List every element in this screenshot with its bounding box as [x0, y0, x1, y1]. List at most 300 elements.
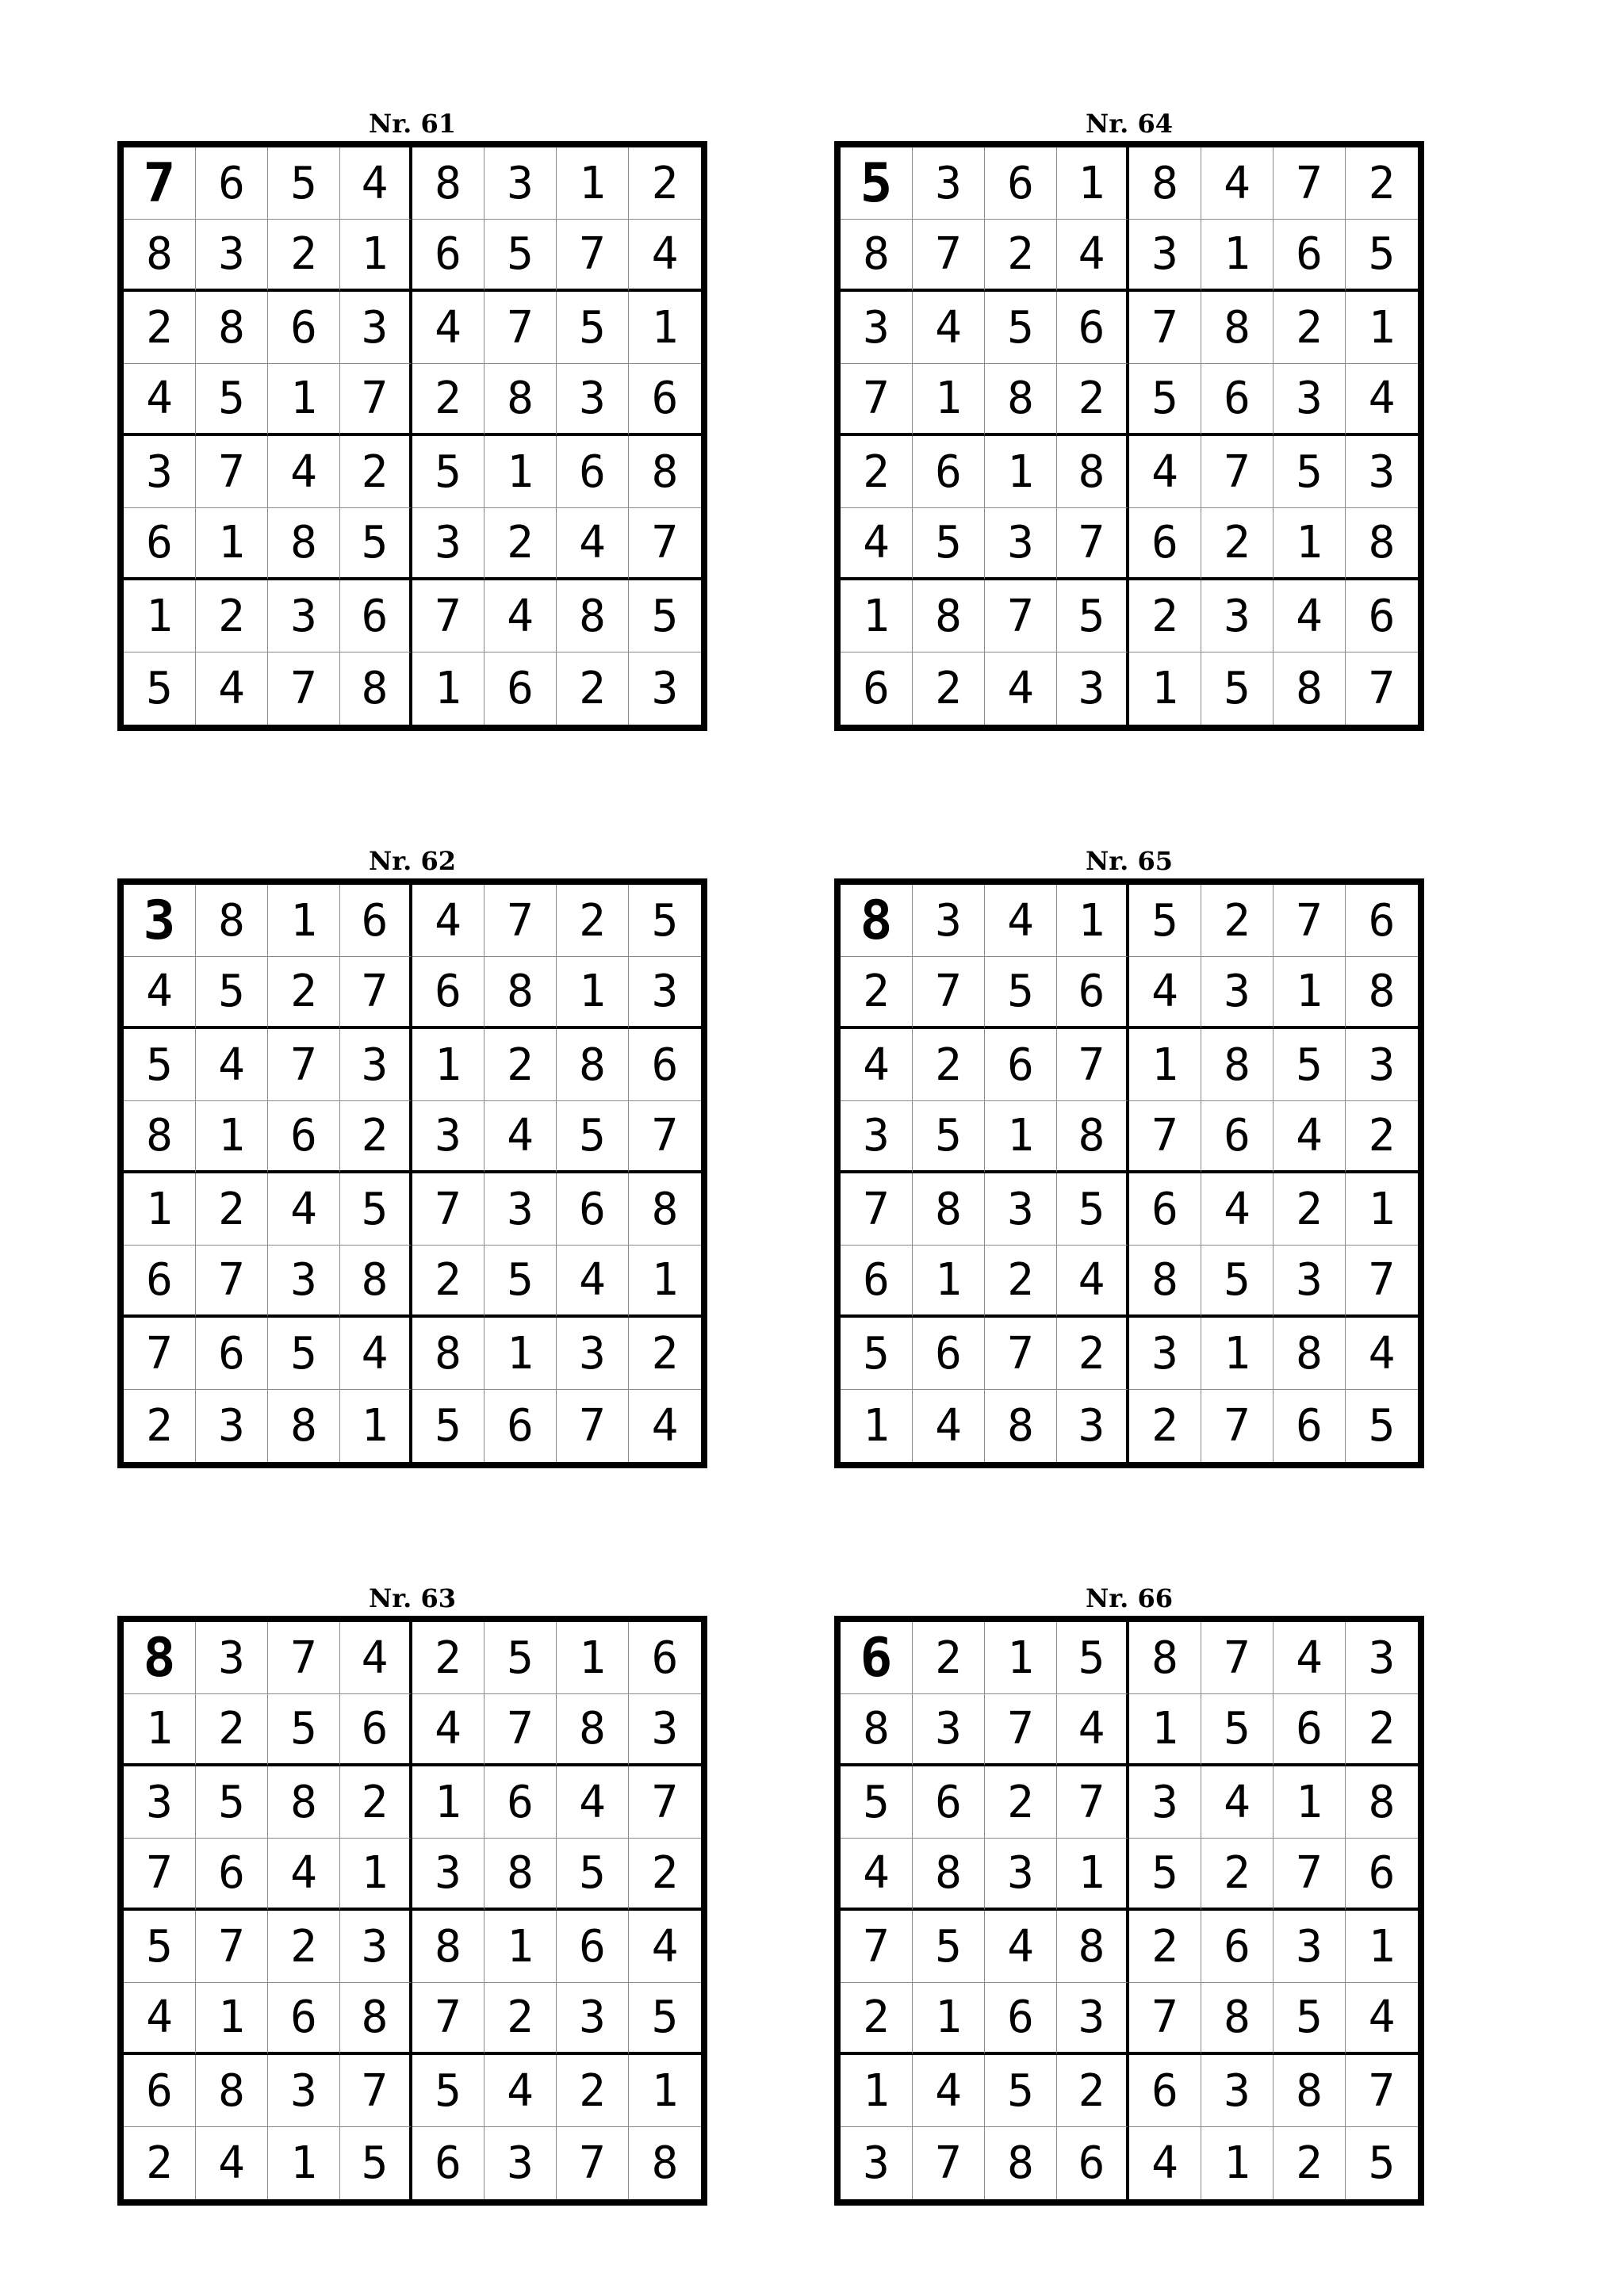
grid-cell: 6: [196, 1839, 268, 1911]
grid-cell: 5: [268, 1318, 340, 1390]
grid-cell: 4: [557, 1766, 629, 1839]
grid-cell: 4: [1346, 364, 1418, 436]
grid-cell: 8: [196, 2055, 268, 2127]
grid-cell: 6: [985, 1983, 1057, 2055]
grid-cell: 8: [1346, 508, 1418, 580]
grid-cell: 7: [557, 1390, 629, 1462]
grid-cell: 3: [485, 147, 557, 220]
grid-cell: 1: [629, 292, 701, 364]
grid-cell: 3: [557, 364, 629, 436]
grid-cell: 1: [340, 220, 412, 292]
grid-cell: 4: [196, 652, 268, 725]
grid-cell: 1: [913, 1983, 985, 2055]
grid-cell: 8: [196, 885, 268, 957]
grid-cell: 5: [913, 1911, 985, 1983]
grid-cell: 4: [1201, 1173, 1274, 1246]
grid-cell: 3: [985, 508, 1057, 580]
grid-cell: 1: [985, 436, 1057, 508]
grid-cell: 2: [557, 885, 629, 957]
grid-cell: 7: [1274, 1839, 1346, 1911]
grid-cell: 4: [557, 1246, 629, 1318]
sudoku-grid: [117, 141, 707, 731]
grid-cell: 4: [913, 2055, 985, 2127]
grid-cell: 2: [1201, 508, 1274, 580]
grid-cell: 5: [485, 220, 557, 292]
grid-cell: 4: [1274, 580, 1346, 652]
grid-cell: 1: [1057, 1839, 1129, 1911]
grid-cell: 2: [1129, 1390, 1201, 1462]
grid-cell: 7: [412, 1173, 485, 1246]
grid-cell: 6: [913, 1766, 985, 1839]
grid-cell: 4: [913, 292, 985, 364]
grid-cell: 5: [913, 508, 985, 580]
grid-cell: 4: [196, 1029, 268, 1101]
grid-cell: 6: [1346, 885, 1418, 957]
grid-cell: 1: [629, 1246, 701, 1318]
grid-cell: 6: [485, 1390, 557, 1462]
grid-cell: 1: [1129, 652, 1201, 725]
grid-cell: 5: [557, 1839, 629, 1911]
grid-cell: 8: [985, 364, 1057, 436]
grid-cell: 8: [1346, 1766, 1418, 1839]
grid-cell: 7: [557, 220, 629, 292]
grid-cell: 6: [1057, 2127, 1129, 2199]
grid-cell: 5: [629, 885, 701, 957]
grid-cell: 3: [268, 580, 340, 652]
grid-cell: 1: [985, 1101, 1057, 1173]
grid-cell: 2: [1201, 885, 1274, 957]
grid-cell: 8: [985, 1390, 1057, 1462]
puzzle-title: Nr. 61: [369, 109, 456, 139]
grid-cell: 5: [412, 436, 485, 508]
grid-cell: 7: [196, 1246, 268, 1318]
grid-cell: 8: [196, 292, 268, 364]
grid-cell: 5: [1057, 1173, 1129, 1246]
grid-cell: 5: [985, 2055, 1057, 2127]
grid-cell: 4: [1129, 436, 1201, 508]
grid-cell: 2: [124, 1390, 196, 1462]
grid-cell: 7: [913, 220, 985, 292]
grid-cell: 5: [1057, 580, 1129, 652]
grid-cell: 7: [841, 364, 913, 436]
grid-cell: 6: [412, 220, 485, 292]
grid-cell: 7: [268, 1029, 340, 1101]
grid-cell: 7: [1346, 2055, 1418, 2127]
grid-cell: 3: [1129, 1318, 1201, 1390]
given-cell: 8: [841, 885, 913, 957]
grid-cell: 8: [841, 1694, 913, 1766]
grid-cell: 8: [1201, 292, 1274, 364]
grid-cell: 5: [1129, 885, 1201, 957]
grid-cell: 4: [412, 885, 485, 957]
grid-cell: 5: [485, 1246, 557, 1318]
grid-cell: 2: [196, 580, 268, 652]
grid-cell: 6: [1057, 957, 1129, 1029]
grid-cell: 5: [196, 1766, 268, 1839]
grid-cell: 4: [985, 885, 1057, 957]
grid-cell: 4: [1057, 220, 1129, 292]
puzzle-title: Nr. 65: [1086, 846, 1173, 876]
grid-cell: 1: [1201, 2127, 1274, 2199]
grid-cell: 5: [1368, 2137, 1396, 2189]
grid-cell: 7: [1057, 508, 1129, 580]
grid-cell: 5: [340, 1173, 412, 1246]
grid-cell: 5: [1201, 1694, 1274, 1766]
grid-cell: 2: [124, 292, 196, 364]
grid-cell: 6: [1201, 364, 1274, 436]
grid-cell: 5: [557, 292, 629, 364]
grid-cell: 7: [340, 2055, 412, 2127]
grid-cell: 6: [340, 1694, 412, 1766]
grid-cell: 2: [412, 364, 485, 436]
grid-cell: 1: [557, 1622, 629, 1694]
grid-cell: 1: [485, 1318, 557, 1390]
grid-cell: 1: [268, 885, 340, 957]
grid-cell: 7: [485, 292, 557, 364]
grid-cell: 3: [1057, 652, 1129, 725]
grid-cell: 3: [340, 292, 412, 364]
grid-cell: 4: [485, 580, 557, 652]
grid-cell: 6: [124, 1246, 196, 1318]
grid-cell: 7: [412, 580, 485, 652]
grid-cell: 7: [1057, 1766, 1129, 1839]
grid-cell: 1: [340, 1390, 412, 1462]
grid-cell: 2: [485, 1983, 557, 2055]
grid-cell: 2: [557, 652, 629, 725]
grid-cell: 7: [1129, 1101, 1201, 1173]
grid-cell: 6: [1057, 292, 1129, 364]
grid-cell: 3: [340, 1911, 412, 1983]
grid-cell: 8: [485, 957, 557, 1029]
grid-cell: 7: [268, 1622, 340, 1694]
grid-cell: 8: [340, 1246, 412, 1318]
grid-cell: 3: [485, 1173, 557, 1246]
grid-cell: 8: [485, 364, 557, 436]
grid-cell: 1: [124, 1173, 196, 1246]
grid-cell: 5: [1129, 1839, 1201, 1911]
grid-cell: 2: [1057, 1318, 1129, 1390]
sudoku-grid: [834, 878, 1424, 1468]
grid-cell: 8: [1274, 652, 1346, 725]
grid-cell: 7: [124, 1318, 196, 1390]
grid-cell: 2: [412, 1246, 485, 1318]
grid-cell: 3: [124, 1766, 196, 1839]
grid-cell: 3: [629, 957, 701, 1029]
grid-cell: 1: [1201, 220, 1274, 292]
grid-cell: 2: [268, 220, 340, 292]
grid-cell: 6: [124, 508, 196, 580]
grid-cell: 8: [557, 580, 629, 652]
grid-cell: 4: [1201, 147, 1274, 220]
grid-cell: 7: [340, 957, 412, 1029]
grid-cell: 6: [485, 1766, 557, 1839]
grid-cell: 5: [124, 1029, 196, 1101]
grid-cell: 3: [557, 1983, 629, 2055]
grid-cell: 7: [629, 1766, 701, 1839]
grid-cell: 6: [196, 147, 268, 220]
grid-cell: 8: [124, 1101, 196, 1173]
grid-cell: 3: [841, 292, 913, 364]
grid-cell: 3: [1201, 2055, 1274, 2127]
grid-cell: 1: [340, 1839, 412, 1911]
grid-cell: 6: [1346, 1839, 1418, 1911]
given-cell: 7: [124, 147, 196, 220]
grid-cell: 7: [1129, 1983, 1201, 2055]
grid-cell: 3: [412, 1101, 485, 1173]
grid-cell: 7: [196, 436, 268, 508]
grid-cell: 2: [1274, 292, 1346, 364]
grid-cell: 7: [985, 1694, 1057, 1766]
grid-cell: 8: [1274, 1318, 1346, 1390]
grid-cell: 2: [1201, 1839, 1274, 1911]
grid-cell: 3: [196, 220, 268, 292]
grid-cell: 6: [196, 1318, 268, 1390]
grid-cell: 6: [268, 292, 340, 364]
grid-cell: 2: [913, 652, 985, 725]
grid-cell: 4: [1274, 1622, 1346, 1694]
grid-cell: 3: [1201, 957, 1274, 1029]
grid-cell: 4: [196, 2127, 268, 2199]
grid-cell: 4: [340, 1318, 412, 1390]
grid-cell: 8: [629, 436, 701, 508]
grid-cell: 5: [841, 1766, 913, 1839]
grid-cell: 7: [1274, 147, 1346, 220]
grid-cell: 2: [1274, 1173, 1346, 1246]
grid-cell: 5: [196, 957, 268, 1029]
grid-cell: 3: [913, 1694, 985, 1766]
grid-cell: 6: [1201, 1911, 1274, 1983]
grid-cell: 5: [268, 147, 340, 220]
grid-cell: 3: [1274, 364, 1346, 436]
grid-cell: 4: [651, 1400, 679, 1452]
grid-cell: 8: [1057, 1911, 1129, 1983]
grid-cell: 3: [557, 1318, 629, 1390]
puzzle-title: Nr. 66: [1086, 1583, 1173, 1613]
grid-cell: 2: [196, 1694, 268, 1766]
grid-cell: 8: [1129, 147, 1201, 220]
grid-cell: 3: [1129, 220, 1201, 292]
grid-cell: 7: [985, 1318, 1057, 1390]
grid-cell: 1: [841, 580, 913, 652]
grid-cell: 2: [841, 957, 913, 1029]
grid-cell: 6: [913, 436, 985, 508]
grid-cell: 6: [1129, 1173, 1201, 1246]
grid-cell: 1: [268, 364, 340, 436]
grid-cell: 3: [340, 1029, 412, 1101]
grid-cell: 7: [629, 1101, 701, 1173]
grid-cell: 4: [985, 652, 1057, 725]
grid-cell: 1: [485, 1911, 557, 1983]
grid-cell: 6: [1274, 1694, 1346, 1766]
grid-cell: 6: [985, 1029, 1057, 1101]
grid-cell: 3: [196, 1622, 268, 1694]
grid-cell: 3: [913, 147, 985, 220]
grid-cell: 2: [629, 1839, 701, 1911]
grid-cell: 2: [629, 147, 701, 220]
grid-cell: 8: [340, 652, 412, 725]
grid-cell: 1: [1201, 1318, 1274, 1390]
grid-cell: 8: [1129, 1246, 1201, 1318]
grid-cell: 1: [1346, 292, 1418, 364]
grid-cell: 4: [412, 292, 485, 364]
grid-cell: 8: [412, 1911, 485, 1983]
grid-cell: 5: [985, 292, 1057, 364]
grid-cell: 2: [340, 1101, 412, 1173]
grid-cell: 3: [1129, 1766, 1201, 1839]
grid-cell: 4: [841, 1839, 913, 1911]
grid-cell: 3: [1274, 1911, 1346, 1983]
grid-cell: 5: [629, 1983, 701, 2055]
grid-cell: 6: [913, 1318, 985, 1390]
grid-cell: 5: [485, 1622, 557, 1694]
grid-cell: 4: [1346, 1318, 1418, 1390]
grid-cell: 7: [1201, 1390, 1274, 1462]
grid-cell: 3: [841, 1101, 913, 1173]
grid-cell: 2: [485, 508, 557, 580]
grid-cell: 1: [412, 1766, 485, 1839]
grid-cell: 4: [124, 957, 196, 1029]
given-cell: 5: [841, 147, 913, 220]
grid-cell: 5: [629, 580, 701, 652]
grid-cell: 7: [841, 1173, 913, 1246]
grid-cell: 6: [412, 2127, 485, 2199]
grid-cell: 6: [841, 652, 913, 725]
grid-cell: 5: [557, 1101, 629, 1173]
grid-cell: 1: [1274, 508, 1346, 580]
grid-cell: 4: [1057, 1694, 1129, 1766]
grid-cell: 5: [1274, 1983, 1346, 2055]
grid-cell: 2: [1346, 1101, 1418, 1173]
grid-cell: 1: [412, 652, 485, 725]
grid-cell: 2: [340, 1766, 412, 1839]
grid-cell: 3: [268, 1246, 340, 1318]
grid-cell: 6: [1274, 220, 1346, 292]
grid-cell: 4: [629, 1911, 701, 1983]
grid-cell: 4: [841, 1029, 913, 1101]
grid-cell: 7: [629, 508, 701, 580]
grid-cell: 8: [124, 220, 196, 292]
grid-cell: 1: [1057, 885, 1129, 957]
grid-cell: 6: [629, 1029, 701, 1101]
grid-cell: 8: [1346, 957, 1418, 1029]
grid-cell: 6: [1346, 580, 1418, 652]
grid-cell: 1: [841, 2055, 913, 2127]
grid-cell: 3: [1346, 1029, 1418, 1101]
grid-cell: 6: [1129, 508, 1201, 580]
grid-cell: 4: [1129, 2127, 1201, 2199]
grid-cell: 1: [985, 1622, 1057, 1694]
grid-cell: 1: [1057, 147, 1129, 220]
puzzle-title: Nr. 63: [369, 1583, 456, 1613]
grid-cell: 2: [985, 1246, 1057, 1318]
grid-cell: 7: [268, 652, 340, 725]
grid-cell: 8: [1057, 436, 1129, 508]
grid-cell: 8: [1201, 1983, 1274, 2055]
grid-cell: 5: [1368, 1400, 1396, 1452]
grid-cell: 7: [485, 1694, 557, 1766]
grid-cell: 5: [841, 1318, 913, 1390]
grid-cell: 4: [1129, 957, 1201, 1029]
grid-cell: 2: [557, 2055, 629, 2127]
grid-cell: 7: [1129, 292, 1201, 364]
grid-cell: 4: [340, 1622, 412, 1694]
grid-cell: 7: [913, 2127, 985, 2199]
grid-cell: 8: [412, 1318, 485, 1390]
grid-cell: 2: [913, 1622, 985, 1694]
grid-cell: 4: [1274, 1101, 1346, 1173]
grid-cell: 8: [1274, 2055, 1346, 2127]
grid-cell: 4: [268, 1173, 340, 1246]
grid-cell: 7: [1346, 1246, 1418, 1318]
grid-cell: 3: [841, 2127, 913, 2199]
grid-cell: 3: [1201, 580, 1274, 652]
grid-cell: 5: [985, 957, 1057, 1029]
grid-cell: 1: [1274, 1766, 1346, 1839]
grid-cell: 1: [1129, 1029, 1201, 1101]
grid-cell: 7: [340, 364, 412, 436]
grid-cell: 2: [1274, 2127, 1346, 2199]
grid-cell: 7: [124, 1839, 196, 1911]
grid-cell: 4: [268, 436, 340, 508]
grid-cell: 1: [841, 1390, 913, 1462]
grid-cell: 5: [1129, 364, 1201, 436]
grid-cell: 4: [629, 220, 701, 292]
grid-cell: 5: [1274, 436, 1346, 508]
grid-cell: 2: [629, 1318, 701, 1390]
grid-cell: 7: [1057, 1029, 1129, 1101]
grid-cell: 6: [412, 957, 485, 1029]
grid-cell: 5: [1346, 220, 1418, 292]
grid-cell: 3: [1057, 1390, 1129, 1462]
grid-cell: 3: [985, 1173, 1057, 1246]
grid-cell: 4: [485, 1101, 557, 1173]
grid-cell: 8: [651, 2137, 679, 2189]
grid-cell: 1: [196, 508, 268, 580]
grid-cell: 5: [268, 1694, 340, 1766]
grid-cell: 7: [412, 1983, 485, 2055]
grid-cell: 1: [268, 2127, 340, 2199]
sudoku-grid: [117, 878, 707, 1468]
grid-cell: 3: [1274, 1246, 1346, 1318]
grid-cell: 8: [1201, 1029, 1274, 1101]
grid-cell: 5: [412, 2055, 485, 2127]
grid-cell: 6: [124, 2055, 196, 2127]
grid-cell: 4: [412, 1694, 485, 1766]
grid-cell: 8: [268, 1390, 340, 1462]
grid-cell: 1: [1129, 1694, 1201, 1766]
grid-cell: 4: [1057, 1246, 1129, 1318]
grid-cell: 6: [557, 1173, 629, 1246]
grid-cell: 3: [268, 2055, 340, 2127]
grid-cell: 7: [1201, 1622, 1274, 1694]
grid-cell: 1: [913, 1246, 985, 1318]
grid-cell: 2: [340, 436, 412, 508]
grid-cell: 3: [412, 1839, 485, 1911]
sudoku-grid: [834, 141, 1424, 731]
grid-cell: 8: [268, 1766, 340, 1839]
grid-cell: 8: [557, 1029, 629, 1101]
grid-cell: 2: [1057, 2055, 1129, 2127]
puzzle-title: Nr. 64: [1086, 109, 1173, 139]
grid-cell: 3: [124, 436, 196, 508]
grid-cell: 1: [1274, 957, 1346, 1029]
sudoku-grid: [834, 1616, 1424, 2206]
grid-cell: 5: [124, 652, 196, 725]
grid-cell: 4: [124, 364, 196, 436]
grid-cell: 6: [557, 436, 629, 508]
puzzle-title: Nr. 62: [369, 846, 456, 876]
grid-cell: 4: [841, 508, 913, 580]
